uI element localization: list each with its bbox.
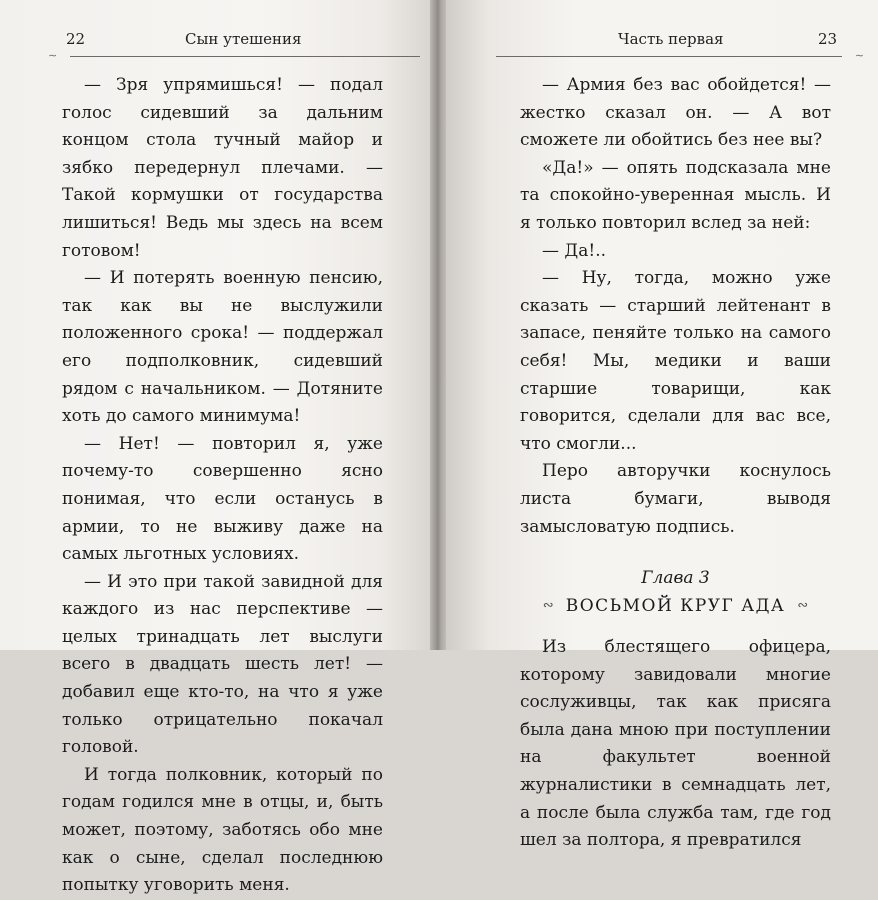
paragraph: — Армия без вас обойдется! — жестко сказал он. — А вот сможете ли обойтись без нее вы? — [520, 75, 831, 151]
left-page — [0, 0, 432, 896]
paragraph: — Да!.. — [542, 240, 606, 261]
chapter-number: Глава 3 — [641, 568, 710, 589]
paragraph: — Ну, тогда, можно уже сказать — старший лейтенант в запасе, пеняйте только на самого себя! Мы, медики и ваши старшие товарищи, как говорится, сделали для вас все, что смогли... — [520, 268, 831, 454]
chapter-body — [520, 634, 831, 855]
left-page-number: 22 — [66, 30, 86, 48]
paragraph: Перо авторучки коснулось листа бумаги, выводя замысловатую подпись. — [520, 461, 831, 537]
paragraph: — Нет! — повторил я, уже почему-то совершенно ясно понимая, что если останусь в армии, то не выживу даже на самых льготных условиях. — [62, 433, 383, 565]
paragraph: И тогда полковник, который по годам годился мне в отцы, и, быть может, поэтому, заботясь обо мне как о сыне, сделал последнюю попытку уговорить меня. — [62, 764, 383, 896]
paragraph: Из блестящего офицера, которому завидовали многие сослуживцы, так как присяга была дана мною при поступлении на факультет военной журналистики в семнадцать лет, а после была служба там, где год шел за полтора, я превратился — [520, 637, 831, 851]
left-header-rule — [48, 49, 420, 62]
left-running-title: Сын утешения — [185, 30, 302, 48]
paragraph: — Зря упрямишься! — подал голос сидевший за дальним концом стола тучный майор и зябко передернул плечами. — Такой кормушки от государства лишиться! Ведь мы здесь на всем готовом! — [62, 75, 383, 261]
ornament-right-icon: ∾ — [797, 598, 809, 614]
ornament-left-icon: ∾ — [542, 598, 554, 614]
paragraph: — И потерять военную пенсию, так как вы не выслужили положенного срока! — поддержал его подполковник, сидевший рядом с начальником. — Дотяните хоть до самого минимума! — [62, 268, 383, 427]
chapter-title-row — [520, 594, 831, 618]
left-body-text — [62, 72, 383, 900]
right-body-text — [520, 72, 831, 855]
right-page-number: 23 — [818, 30, 838, 48]
right-page — [446, 0, 878, 851]
flourish-icon: ∼ — [48, 49, 58, 62]
flourish-icon: ∼ — [854, 49, 864, 62]
right-running-title: Часть первая — [618, 30, 724, 48]
right-header-rule — [496, 49, 864, 62]
paragraph: «Да!» — опять подсказала мне та спокойно-уверенная мысль. И я только повторил вслед за ней: — [520, 157, 831, 233]
chapter-heading — [520, 566, 831, 618]
chapter-title: ВОСЬМОЙ КРУГ АДА — [565, 596, 786, 617]
paragraph: — И это при такой завидной для каждого из нас перспективе — целых тринадцать лет выслуги всего в двадцать шесть лет! — добавил еще кто-то, на что я уже только отрицательно покачал головой. — [62, 571, 383, 758]
